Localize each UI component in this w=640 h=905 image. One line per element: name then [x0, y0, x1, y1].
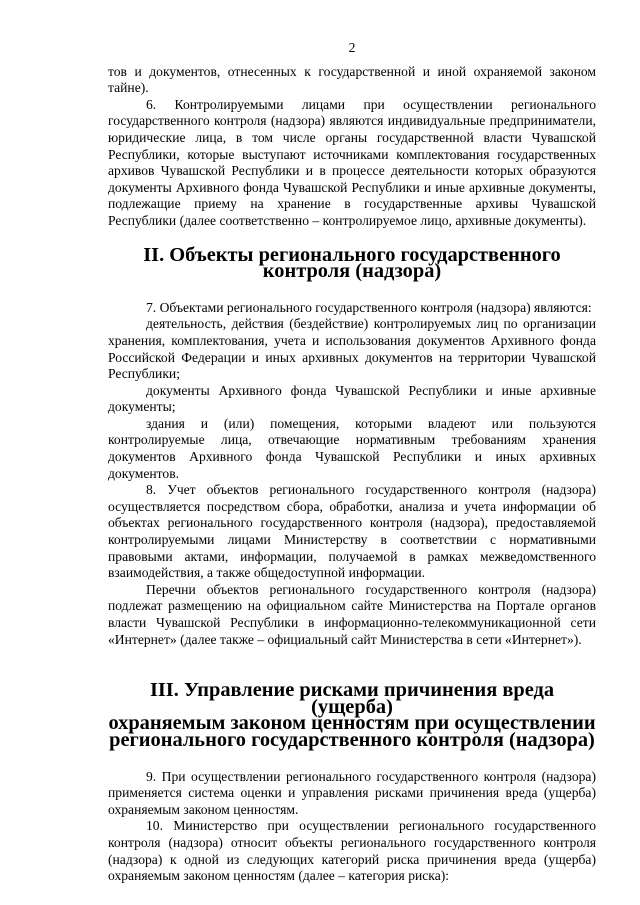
- document-page: [108, 40, 596, 885]
- paragraph-8: 8. Учет объектов регионального государственного контроля (надзора) осуществляется посредством сбора, обработки, анализа и учета информации об объектах регионального государственного контроля (надзора), предоставляемой контролируемыми лицами Министерству в соответствии с нормативными правовыми актами, информации, получаемой в рамках межведомственного взаимодействия, а также общедоступной информации.: [108, 482, 596, 581]
- page-number: 2: [348, 40, 356, 55]
- section-2-heading: II. Объекты регионального государственного контроля (надзора): [143, 243, 561, 283]
- spacer: [108, 749, 596, 769]
- paragraph-6: 6. Контролируемыми лицами при осуществлении регионального государственного контроля (надзора) являются индивидуальные предприниматели, юридические лица, в том числе органы государственной власти Чувашской Республики, которые выступают источниками комплектования государственных архивов Чувашской Республики и в процессе деятельности которых образуются документы Архивного фонда Чувашской Республики и иные архивные документы, подлежащие приему на хранение в государственные архивы Чувашской Республики (далее соответственно – контролируемое лицо, архивные документы).: [108, 96, 596, 228]
- list-item-activity: деятельность, действия (бездействие) контролируемых лиц по организации хранения, комплектования, учета и использования документов Архивного фонда Российской Федерации и иных архивных документов на территории Чувашской Республики;: [108, 316, 596, 382]
- paragraph-7: 7. Объектами регионального государственного контроля (надзора) являются:: [146, 299, 592, 315]
- paragraph-lists: Перечни объектов регионального государственного контроля (надзора) подлежат размещению на официальном сайте Министерства на Портале органов власти Чувашской Республики в информационно-телекоммуникационной сети «Интернет» (далее также – официальный сайт Министерства в сети «Интернет»).: [108, 581, 596, 647]
- paragraph-9: 9. При осуществлении регионального государственного контроля (надзора) применяется система оценки и управления рисками причинения вреда (ущерба) охраняемым законом ценностям.: [108, 768, 596, 817]
- section-3-heading-line: регионального государственного контроля (надзора): [109, 728, 595, 751]
- paragraph-10: 10. Министерство при осуществлении регионального государственного контроля (надзора) относит объекты регионального государственного контроля (надзора) к одной из следующих категорий риска причинения вреда (ущерба) охраняемым законом ценностям (далее – категория риска):: [108, 818, 596, 884]
- spacer: [108, 280, 596, 300]
- list-item-buildings: здания и (или) помещения, которыми владеют или пользуются контролируемые лица, отвечающие нормативным требованиям хранения документов Архивного фонда Чувашской Республики и иных архивных документов.: [108, 415, 596, 481]
- list-item-documents: документы Архивного фонда Чувашской Республики и иные архивные документы;: [108, 382, 596, 415]
- paragraph-continuation: тов и документов, отнесенных к государственной и иной охраняемой законом тайне).: [108, 63, 596, 96]
- section-3-heading-line: охраняемым законом ценностям при осуществлении: [108, 712, 596, 735]
- section-3-heading-line: III. Управление рисками причинения вреда (ущерба): [149, 679, 555, 718]
- section-3-heading: [108, 679, 596, 751]
- spacer: [108, 648, 596, 682]
